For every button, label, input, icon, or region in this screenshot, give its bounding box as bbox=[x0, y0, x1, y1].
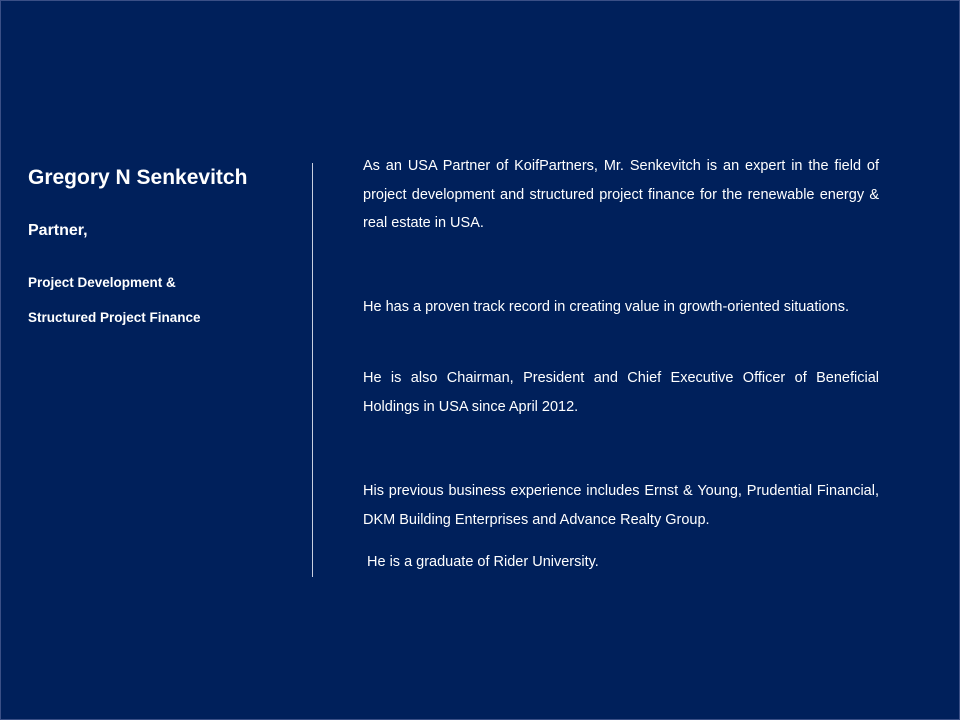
person-title: Partner, bbox=[28, 222, 88, 239]
bio-paragraph-2: He has a proven track record in creating value in growth-oriented situations. bbox=[363, 299, 850, 315]
bio-paragraph-4: His previous business experience includes Ernst & Young, Prudential Financial, DKM Building Enterprises and Advance Realty Group. bbox=[363, 483, 879, 528]
vertical-divider bbox=[312, 163, 313, 577]
person-name: Gregory N Senkevitch bbox=[28, 166, 248, 189]
profile-panel bbox=[28, 161, 298, 325]
specialty-line-2: Structured Project Finance bbox=[28, 310, 201, 325]
specialty-line-1: Project Development & bbox=[28, 275, 176, 290]
bio-paragraph-1: As an USA Partner of KoifPartners, Mr. Senkevitch is an expert in the field of project development and structured project finance for the renewable energy & real estate in USA. bbox=[363, 158, 879, 231]
bio-paragraph-3: He is also Chairman, President and Chief Executive Officer of Beneficial Holdings in USA since April 2012. bbox=[363, 370, 879, 415]
bio-paragraph-5: He is a graduate of Rider University. bbox=[367, 554, 599, 570]
person-specialty bbox=[28, 265, 201, 335]
